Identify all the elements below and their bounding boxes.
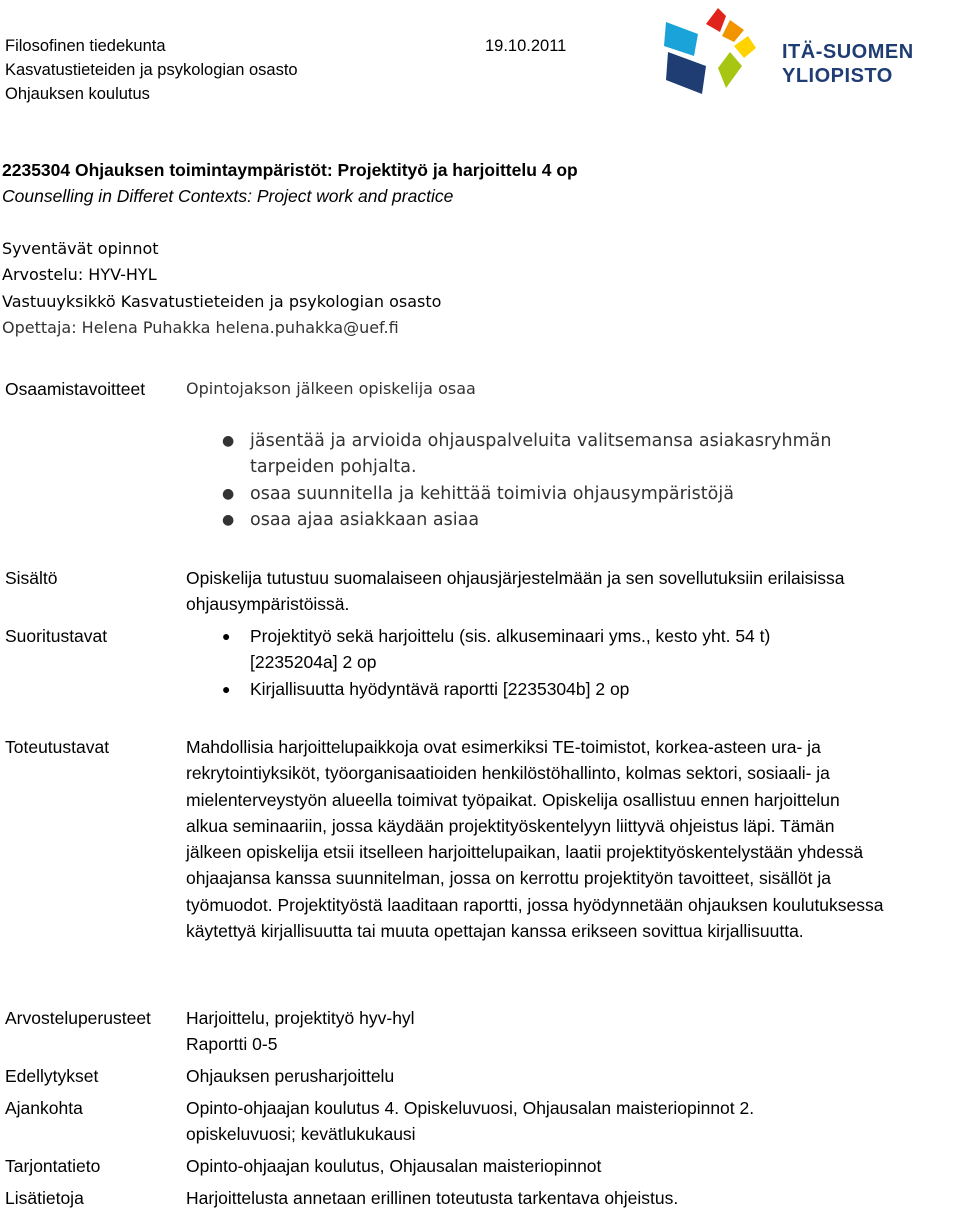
timing-text: Opinto-ohjaajan koulutus 4. Opiskeluvuosi, Ohjausalan maisteriopinnot 2. opiskeluvuosi; kevätlukukausi bbox=[186, 1098, 755, 1145]
document-header bbox=[5, 34, 298, 106]
criteria-line1: Harjoittelu, projektityö hyv-hyl bbox=[186, 1008, 415, 1028]
course-title-fi: 2235304 Ohjauksen toimintaympäristöt: Projektityö ja harjoittelu 4 op bbox=[2, 160, 578, 180]
content-label: Sisältö bbox=[5, 568, 58, 588]
list-item: ● Projektityö sekä harjoittelu (sis. alkuseminaari yms., kesto yht. 54 t) [2235204a] 2 op bbox=[222, 623, 862, 676]
offering-text: Opinto-ohjaajan koulutus, Ohjausalan maisteriopinnot bbox=[186, 1156, 602, 1176]
university-name bbox=[782, 40, 914, 88]
content-text: Opiskelija tutustuu suomalaiseen ohjausjärjestelmään ja sen sovellutuksiin erilaisissa ohjausympäristöissä. bbox=[186, 568, 845, 615]
course-teacher: Opettaja: Helena Puhakka helena.puhakka@uef.fi bbox=[2, 317, 399, 337]
course-grading: Arvostelu: HYV-HYL bbox=[2, 265, 157, 285]
faculty-name: Filosofinen tiedekunta bbox=[5, 37, 166, 55]
list-item: ● jäsentää ja arvioida ohjauspalveluita valitsemansa asiakasryhmän tarpeiden pohjalta. bbox=[222, 428, 832, 481]
prerequisites-label: Edellytykset bbox=[5, 1066, 99, 1086]
bullet-icon: ● bbox=[222, 511, 235, 528]
methods-label: Suoritustavat bbox=[5, 626, 108, 646]
timing-label: Ajankohta bbox=[5, 1098, 83, 1118]
implementation-text: Mahdollisia harjoittelupaikkoja ovat esimerkiksi TE-toimistot, korkea-asteen ura- ja rekrytointiyksiköt, työorganisaatioiden henkilöstöhallinto, kolmas sektori, sosiaali- ja mielenterveystyön alueella toimivat työpaikat. Opiskelija osallistuu ennen harjoittelun alkua seminaariin, jossa käydään projektityöskentelyyn liittyvä ohjeistus läpi. Tämän jälkeen opiskelija etsii itselleen harjoittelupaikan, laatii projektityöskentelystään yhdessä ohjaajansa kanssa suunnitelman, jossa on kerrottu projektityön tavoitteet, sisällöt ja työmuodot. Projektityöstä laaditaan raportti, jossa hyödynnetään ohjauksen koulutuksessa käytettyä kirjallisuutta tai muuta opettajan kanssa erikseen sovittua kirjallisuutta. bbox=[186, 737, 884, 942]
responsible-unit: Vastuuyksikkö Kasvatustieteiden ja psykologian osasto bbox=[2, 291, 442, 311]
list-item: ● osaa ajaa asiakkaan asiaa bbox=[222, 507, 832, 533]
course-title-en: Counselling in Differet Contexts: Project work and practice bbox=[2, 186, 454, 206]
bullet-icon: ● bbox=[222, 680, 231, 697]
logo-emblem-icon bbox=[660, 2, 770, 108]
additional-text: Harjoittelusta annetaan erillinen toteutusta tarkentava ohjeistus. bbox=[186, 1188, 679, 1208]
additional-label: Lisätietoja bbox=[5, 1188, 84, 1208]
programme-name: Ohjauksen koulutus bbox=[5, 85, 150, 103]
criteria-line2: Raportti 0-5 bbox=[186, 1034, 278, 1055]
prerequisites-text: Ohjauksen perusharjoittelu bbox=[186, 1066, 395, 1086]
university-logo bbox=[660, 2, 960, 108]
course-level: Syventävät opinnot bbox=[2, 239, 159, 258]
course-title-block bbox=[2, 157, 578, 209]
offering-label: Tarjontatieto bbox=[5, 1156, 101, 1176]
list-item: ● osaa suunnitella ja kehittää toimivia ohjausympäristöjä bbox=[222, 481, 832, 507]
outcomes-label: Osaamistavoitteet bbox=[5, 379, 146, 399]
university-name-line2: YLIOPISTO bbox=[782, 65, 893, 87]
university-name-line1: ITÄ-SUOMEN bbox=[782, 41, 914, 63]
list-item: ● Kirjallisuutta hyödyntävä raportti [2235304b] 2 op bbox=[222, 676, 862, 702]
bullet-icon: ● bbox=[222, 485, 235, 502]
bullet-icon: ● bbox=[222, 628, 231, 644]
implementation-label: Toteutustavat bbox=[5, 737, 110, 757]
criteria-values bbox=[186, 1005, 886, 1058]
course-meta bbox=[2, 236, 441, 341]
outcomes-intro: Opintojakson jälkeen opiskelija osaa bbox=[186, 379, 476, 398]
department-name: Kasvatustieteiden ja psykologian osasto bbox=[5, 61, 298, 79]
methods-list bbox=[222, 623, 862, 702]
criteria-label: Arvosteluperusteet bbox=[5, 1008, 151, 1028]
bullet-icon: ● bbox=[222, 433, 235, 449]
document-date: 19.10.2011 bbox=[485, 37, 567, 55]
outcomes-list bbox=[222, 428, 832, 533]
